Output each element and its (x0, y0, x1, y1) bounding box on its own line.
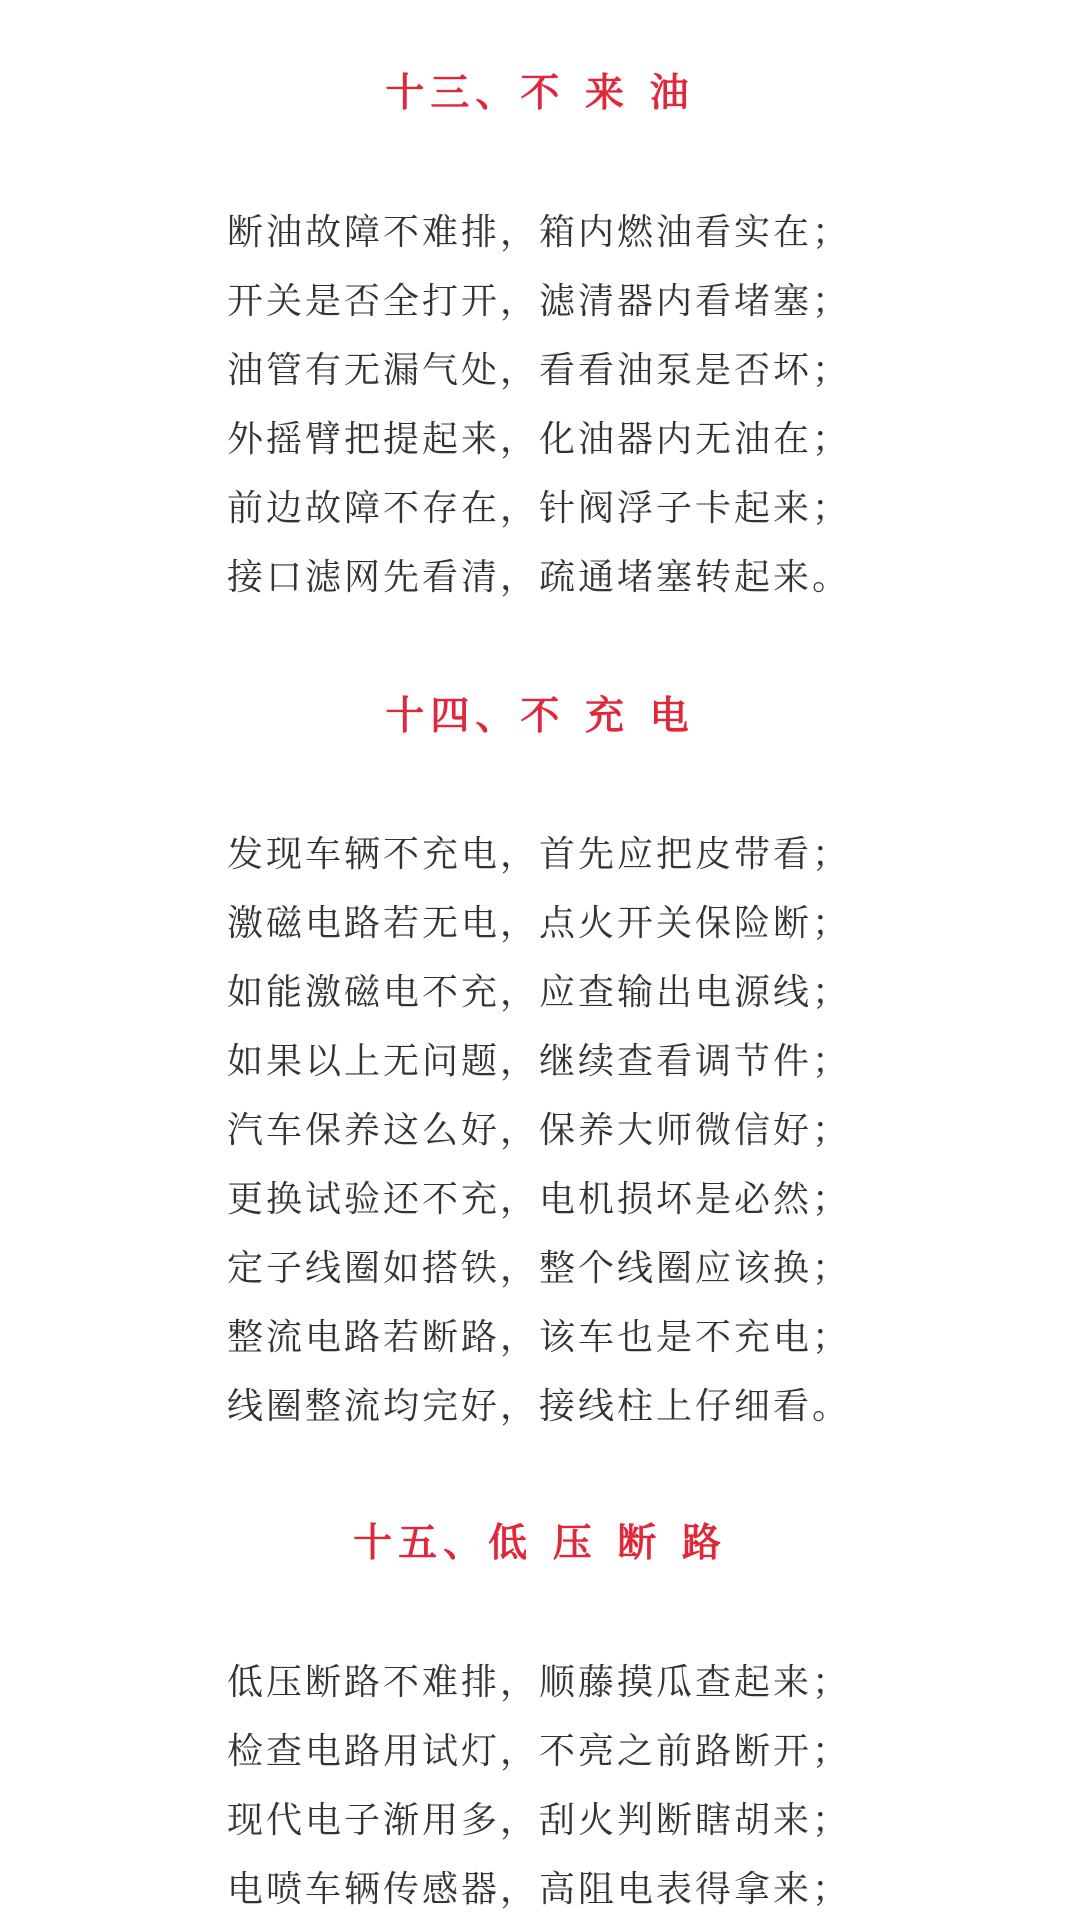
verse-line: 低压断路不难排，顺藤摸瓜查起来； (227, 1662, 852, 1703)
verse-line: 断油故障不难排，箱内燃油看实在； (227, 212, 852, 253)
verse-line: 定子线圈如搭铁，整个线圈应该换； (227, 1248, 852, 1289)
verse-line: 外摇臂把提起来，化油器内无油在； (227, 419, 852, 460)
verse-line: 如能激磁电不充，应查输出电源线； (227, 972, 852, 1013)
verse-line: 整流电路若断路，该车也是不充电； (227, 1317, 852, 1358)
verse-line: 发现车辆不充电，首先应把皮带看； (227, 834, 852, 875)
verse-line: 汽车保养这么好，保养大师微信好； (227, 1110, 852, 1151)
verse-line: 前边故障不存在，针阀浮子卡起来； (227, 488, 852, 529)
verse-line: 激磁电路若无电，点火开关保险断； (227, 903, 852, 944)
section-title-15: 十五、低 压 断 路 (353, 1521, 727, 1566)
verse-line: 开关是否全打开，滤清器内看堵塞； (227, 281, 852, 322)
verse-line: 现代电子渐用多，刮火判断瞎胡来； (227, 1800, 852, 1841)
verse-line: 检查电路用试灯，不亮之前路断开； (227, 1731, 852, 1772)
verse-line: 更换试验还不充，电机损坏是必然； (227, 1179, 852, 1220)
verse-line: 接口滤网先看清，疏通堵塞转起来。 (227, 557, 852, 598)
verse-line: 电喷车辆传感器，高阻电表得拿来； (227, 1869, 852, 1910)
section-title-14: 十四、不 充 电 (385, 694, 695, 739)
verse-line: 线圈整流均完好，接线柱上仔细看。 (227, 1386, 852, 1427)
verse-line: 如果以上无问题，继续查看调节件； (227, 1041, 852, 1082)
verse-line: 油管有无漏气处，看看油泵是否坏； (227, 350, 852, 391)
section-title-13: 十三、不 来 油 (385, 71, 695, 116)
